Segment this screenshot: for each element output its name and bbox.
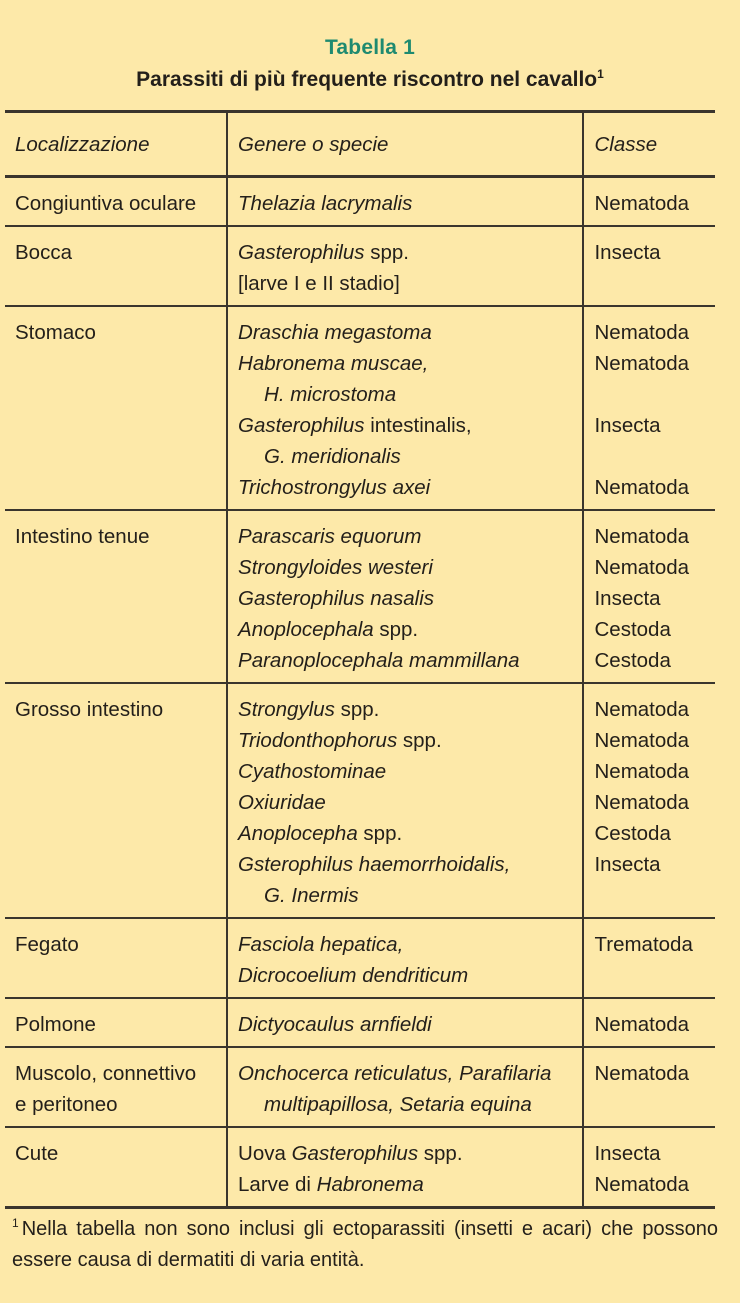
footnote-marker: 1 (12, 1216, 19, 1230)
species-text: spp. (397, 729, 442, 752)
class-line (594, 441, 705, 472)
species-text: spp. (373, 618, 419, 641)
species-line (238, 583, 572, 614)
species-text: H. microstoma (264, 383, 397, 406)
species-line (238, 694, 572, 725)
cell-localizzazione (5, 918, 227, 998)
species-line (238, 818, 572, 849)
cell-classe (583, 1047, 715, 1127)
species-line (238, 725, 572, 756)
location-line: Intestino tenue (15, 525, 150, 548)
class-line: Nematoda (594, 556, 690, 579)
species-text: Anoplocephala (238, 618, 374, 641)
species-text: spp. (334, 698, 380, 721)
species-text: spp. (357, 822, 403, 845)
species-text: Gasterophilus (238, 414, 365, 437)
species-text: [larve I e II stadio] (238, 272, 400, 295)
species-line (238, 441, 572, 472)
species-text: Habronema (316, 1173, 424, 1196)
class-line: Nematoda (594, 352, 690, 375)
species-text: Draschia megastoma (238, 321, 432, 344)
table-label: Tabella 1 (324, 36, 416, 59)
class-line: Nematoda (594, 698, 690, 721)
cell-classe (583, 510, 715, 683)
species-text: Anoplocepha (238, 822, 358, 845)
species-line (238, 960, 572, 991)
species-line (238, 645, 572, 676)
species-line (238, 521, 572, 552)
species-text: Gasterophilus (238, 241, 365, 264)
species-line (238, 1009, 572, 1040)
species-line (238, 849, 572, 880)
class-line: Nematoda (594, 1173, 690, 1196)
table-row (5, 306, 715, 510)
species-line (238, 787, 572, 818)
table-row (5, 683, 715, 918)
class-line (594, 960, 705, 991)
class-line: Insecta (594, 853, 661, 876)
cell-localizzazione (5, 306, 227, 510)
species-line (238, 1089, 572, 1120)
species-text: intestinalis, (364, 414, 472, 437)
cell-genere-specie (227, 998, 583, 1047)
species-text: Strongylus (238, 698, 335, 721)
class-line: Nematoda (594, 192, 690, 215)
class-line: Nematoda (594, 1062, 690, 1085)
species-text: Onchocerca reticulatus, Parafilaria (238, 1062, 552, 1085)
species-text: Triodonthophorus (238, 729, 398, 752)
cell-classe (583, 918, 715, 998)
cell-classe (583, 226, 715, 306)
class-line: Nematoda (594, 791, 690, 814)
table-row (5, 1047, 715, 1127)
class-line: Insecta (594, 587, 661, 610)
species-line (238, 1058, 572, 1089)
header-classe: Classe (583, 112, 715, 177)
species-line (238, 1138, 572, 1169)
location-line: e peritoneo (15, 1093, 118, 1116)
species-text: Cyathostominae (238, 760, 387, 783)
location-line: Congiuntiva oculare (15, 192, 197, 215)
species-text: Trichostrongylus axei (238, 476, 431, 499)
species-line (238, 614, 572, 645)
class-line (594, 268, 705, 299)
cell-genere-specie (227, 177, 583, 227)
class-line: Cestoda (594, 649, 671, 672)
location-line: Grosso intestino (15, 698, 164, 721)
species-line (238, 188, 572, 219)
class-line (594, 379, 705, 410)
species-line (238, 379, 572, 410)
class-line: Nematoda (594, 525, 690, 548)
table-row (5, 998, 715, 1047)
table-title-text: Parassiti di più frequente riscontro nel cavallo (136, 68, 598, 91)
class-line (594, 880, 705, 911)
species-line (238, 348, 572, 379)
cell-localizzazione (5, 510, 227, 683)
species-line (238, 317, 572, 348)
table-row (5, 918, 715, 998)
species-line (238, 410, 572, 441)
parasite-table (5, 110, 715, 1209)
species-text: Uova (238, 1142, 292, 1165)
class-line: Nematoda (594, 760, 690, 783)
species-line (238, 1169, 572, 1200)
cell-classe (583, 306, 715, 510)
species-text: Paranoplocephala mammillana (238, 649, 520, 672)
species-line (238, 268, 572, 299)
location-line: Fegato (15, 933, 79, 956)
species-line (238, 237, 572, 268)
table-row (5, 1127, 715, 1208)
cell-classe (583, 177, 715, 227)
species-line (238, 929, 572, 960)
table-row (5, 510, 715, 683)
species-line (238, 552, 572, 583)
species-line (238, 472, 572, 503)
class-line (594, 1089, 705, 1120)
cell-classe (583, 683, 715, 918)
class-line: Nematoda (594, 476, 690, 499)
cell-localizzazione (5, 177, 227, 227)
species-text: multipapillosa, Setaria equina (264, 1093, 532, 1116)
species-text: spp. (364, 241, 409, 264)
cell-genere-specie (227, 918, 583, 998)
cell-genere-specie (227, 226, 583, 306)
cell-classe (583, 1127, 715, 1208)
location-line: Bocca (15, 241, 72, 264)
location-line: Stomaco (15, 321, 96, 344)
species-text: spp. (418, 1142, 463, 1165)
cell-localizzazione (5, 998, 227, 1047)
header-localizzazione: Localizzazione (5, 112, 227, 177)
class-line: Insecta (594, 1142, 661, 1165)
species-line (238, 880, 572, 911)
species-text: Parascaris equorum (238, 525, 422, 548)
species-text: Thelazia lacrymalis (238, 192, 413, 215)
table-row (5, 177, 715, 227)
class-line: Trematoda (594, 933, 693, 956)
footnote-ref: 1 (597, 67, 604, 81)
species-text: Habronema muscae, (238, 352, 429, 375)
class-line: Insecta (594, 241, 661, 264)
location-line: Polmone (15, 1013, 96, 1036)
species-text: Fasciola hepatica, (238, 933, 404, 956)
class-line: Cestoda (594, 822, 671, 845)
class-line: Nematoda (594, 1013, 690, 1036)
species-text: Larve di (238, 1173, 317, 1196)
cell-genere-specie (227, 1127, 583, 1208)
header-genere-specie: Genere o specie (227, 112, 583, 177)
class-line: Nematoda (594, 729, 690, 752)
cell-localizzazione (5, 226, 227, 306)
location-line: Muscolo, connettivo (15, 1062, 197, 1085)
species-text: Dictyocaulus arnfieldi (238, 1013, 432, 1036)
species-line (238, 756, 572, 787)
footnote (12, 1208, 718, 1276)
footnote-text: Nella tabella non sono inclusi gli ectoparassiti (insetti e acari) che possono essere causa di dermatiti di varia entità. (12, 1218, 718, 1271)
location-line: Cute (15, 1142, 59, 1165)
table-body (5, 177, 715, 1208)
table-header-row (5, 112, 715, 177)
cell-localizzazione (5, 683, 227, 918)
cell-genere-specie (227, 683, 583, 918)
species-text: Oxiuridae (238, 791, 326, 814)
species-text: Dicrocoelium dendriticum (238, 964, 469, 987)
class-line: Nematoda (594, 321, 690, 344)
species-text: Gsterophilus haemorrhoidalis, (238, 853, 511, 876)
cell-genere-specie (227, 1047, 583, 1127)
cell-localizzazione (5, 1047, 227, 1127)
cell-classe (583, 998, 715, 1047)
species-text: Gasterophilus (291, 1142, 419, 1165)
species-text: G. meridionalis (264, 445, 401, 468)
cell-localizzazione (5, 1127, 227, 1208)
class-line: Cestoda (594, 618, 671, 641)
cell-genere-specie (227, 510, 583, 683)
class-line: Insecta (594, 414, 661, 437)
table-row (5, 226, 715, 306)
species-text: G. Inermis (264, 884, 359, 907)
table-title (0, 67, 740, 92)
species-text: Gasterophilus nasalis (238, 587, 435, 610)
species-text: Strongyloides westeri (238, 556, 433, 579)
cell-genere-specie (227, 306, 583, 510)
